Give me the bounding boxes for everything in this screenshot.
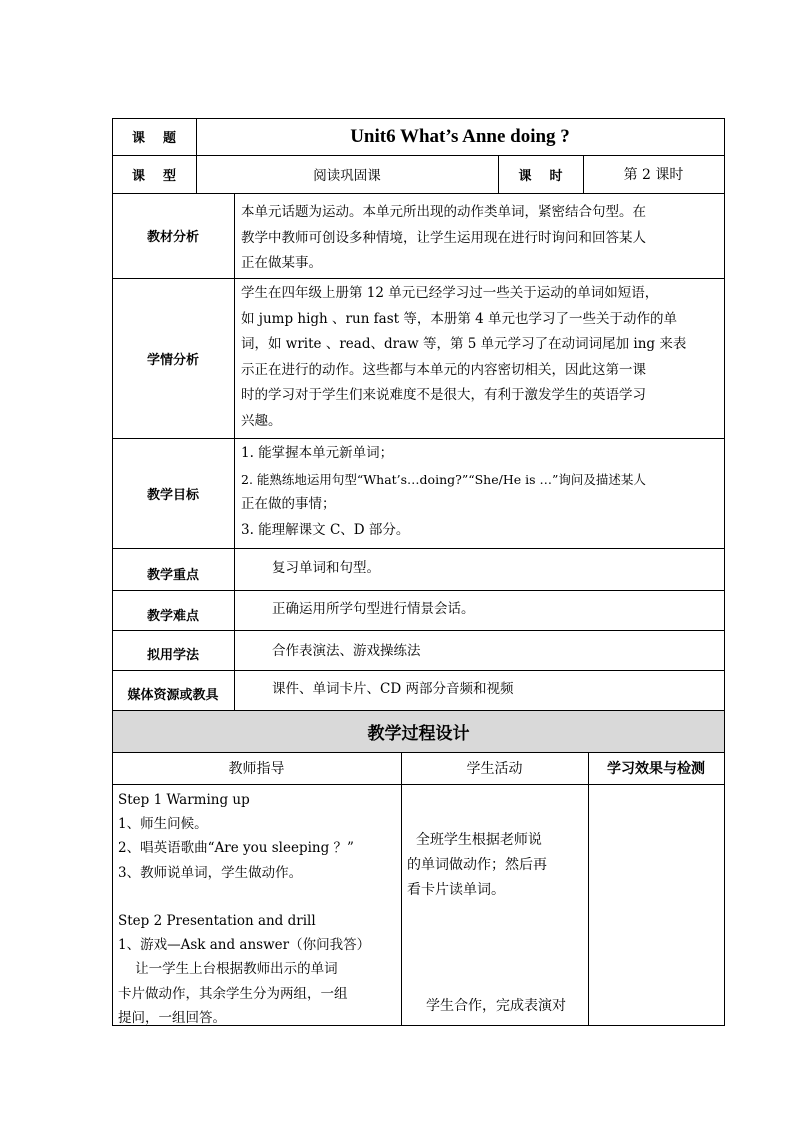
section-label: 教学难点 bbox=[146, 608, 199, 624]
section-content: 正确运用所学句型进行情景会话。 bbox=[272, 601, 475, 617]
table-border bbox=[234, 193, 235, 710]
section-label: 媒体资源或教具 bbox=[127, 687, 219, 703]
process-title-band bbox=[113, 711, 724, 752]
section-label: 教学目标 bbox=[146, 487, 199, 503]
period-value: 第 2 课时 bbox=[623, 167, 684, 183]
section-label: 拟用学法 bbox=[146, 647, 199, 663]
text-line: 示正在进行的动作。这些都与本单元的内容密切相关，因此这第一课 bbox=[241, 361, 646, 378]
text-line: 2. 能熟练地运用句型“What’s…doing?”“She/He is …”询问及描述某人 bbox=[241, 471, 646, 487]
section-content: 合作表演法、游戏操练法 bbox=[272, 643, 421, 659]
student-activity-2: 学生合作，完成表演对 bbox=[426, 998, 566, 1014]
section-content bbox=[241, 200, 721, 277]
text-line: 3. 能理解课文 C、D 部分。 bbox=[241, 521, 410, 538]
section-label: 教学重点 bbox=[146, 567, 199, 583]
student-activity bbox=[407, 828, 585, 903]
text-line: 如 jump high 、run fast 等，本册第 4 单元也学习了一些关于动作的单 bbox=[241, 310, 678, 327]
col-header-effect: 学习效果与检测 bbox=[607, 761, 705, 777]
text-line: 正在做某事。 bbox=[241, 255, 322, 271]
text-line: 2、唱英语歌曲“Are you sleeping ？” bbox=[118, 840, 354, 857]
period-label: 课 时 bbox=[518, 168, 563, 184]
text-line: 看卡片读单词。 bbox=[407, 882, 505, 898]
section-label: 学情分析 bbox=[146, 352, 199, 368]
type-value: 阅读巩固课 bbox=[313, 168, 381, 184]
table-border bbox=[112, 784, 725, 785]
text-line: 正在做的事情； bbox=[241, 496, 336, 512]
section-label: 教材分析 bbox=[146, 230, 199, 245]
text-line: 词，如 write 、read、draw 等，第 5 单元学习了在动词词尾加 ing 来表 bbox=[241, 336, 687, 352]
text-line: 学生在四年级上册第 12 单元已经学习过一些关于运动的单词如短语， bbox=[241, 285, 659, 301]
text-line: Step 2 Presentation and drill bbox=[118, 913, 316, 929]
table-border bbox=[588, 752, 589, 1025]
type-label: 课 型 bbox=[131, 168, 177, 184]
text-line: 时的学习对于学生们来说难度不是很大，有利于激发学生的英语学习 bbox=[241, 387, 646, 403]
lesson-title: Unit6 What’s Anne doing ? bbox=[350, 125, 570, 147]
section-content bbox=[241, 441, 721, 543]
text-line bbox=[118, 885, 398, 909]
col-header-teacher: 教师指导 bbox=[228, 761, 285, 777]
table-border bbox=[401, 752, 402, 1025]
text-line: Step 1 Warming up bbox=[118, 792, 250, 808]
text-line: 的单词做动作；然后再 bbox=[407, 857, 547, 873]
section-content bbox=[241, 281, 721, 434]
text-line: 1、师生问候。 bbox=[118, 816, 208, 833]
teacher-guidance bbox=[118, 788, 398, 1030]
text-line: 让一学生上台根据教师出示的单词 bbox=[118, 961, 338, 978]
text-line: 3、教师说单词，学生做动作。 bbox=[118, 864, 303, 881]
section-content: 课件、单词卡片、CD 两部分音频和视频 bbox=[272, 681, 514, 697]
text-line: 1、游戏—Ask and answer（你问我答） bbox=[118, 937, 371, 954]
section-content: 复习单词和句型。 bbox=[272, 560, 380, 576]
text-line: 教学中教师可创设多种情境，让学生运用现在进行时询问和回答某人 bbox=[241, 229, 646, 246]
topic-label: 课 题 bbox=[131, 131, 177, 146]
process-title: 教学过程设计 bbox=[367, 724, 470, 744]
col-header-student: 学生活动 bbox=[466, 761, 523, 777]
text-line: 本单元话题为运动。本单元所出现的动作类单词，紧密结合句型。在 bbox=[241, 204, 646, 220]
text-line: 卡片做动作，其余学生分为两组，一组 bbox=[118, 985, 348, 1002]
text-line: 提问，一组回答。 bbox=[118, 1009, 226, 1026]
text-line: 1. 能掌握本单元新单词； bbox=[241, 445, 394, 461]
text-line: 兴趣。 bbox=[241, 412, 282, 429]
table-border bbox=[724, 118, 725, 1026]
text-line: 全班学生根据老师说 bbox=[407, 832, 542, 848]
